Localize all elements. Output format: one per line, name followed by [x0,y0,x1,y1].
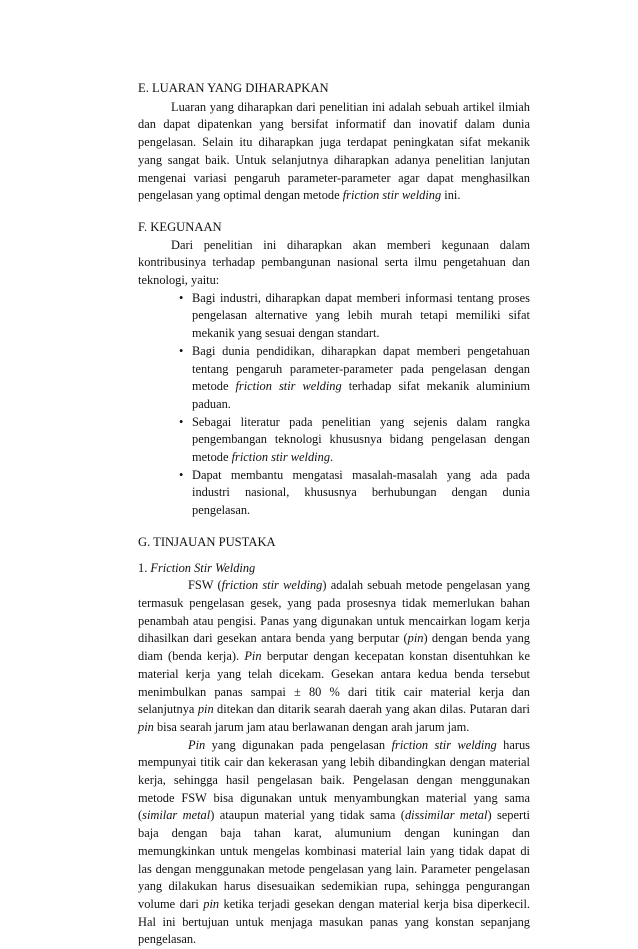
italic-term: Pin [188,737,206,752]
bullet-icon: • [179,467,184,482]
list-item [179,414,530,467]
bullet-icon: • [179,290,184,305]
italic-term: pin [197,702,214,717]
italic-term: Pin [244,649,262,664]
italic-term: friction stir welding [231,450,331,465]
subheading-friction-stir-welding: 1. Friction Stir Welding [138,560,256,575]
list-item-text: Sebagai literatur pada penelitian yang sejenis dalam rangka pengembangan teknologi khususnya bidang pengelasan dengan metode friction stir welding. [192,414,530,465]
italic-term: dissimilar metal [404,808,488,823]
paragraph-luaran: Luaran yang diharapkan dari penelitian ini adalah sebuah artikel ilmiah dan dapat dipatenkan yang bersifat informatif dan inovatif dalam dunia pengelasan. Selain itu diharapkan juga terdapat peningkatan sifat mekanik yang sangat baik. Untuk selanjutnya diharapkan adanya penelitian lanjutan mengenai variasi pengaruh parameter-parameter agar dapat menghasilkan pengelasan yang optimal dengan metode friction stir welding ini. [138,99,530,203]
list-item [179,290,530,343]
document-page [138,80,530,949]
list-item-text: Dapat membantu mengatasi masalah-masalah yang ada pada industri nasional, khususnya berhubungan dengan dunia pengelasan. [192,467,530,518]
list-item-text: Bagi industri, diharapkan dapat memberi informasi tentang proses pengelasan alternative yang lebih murah tetapi memiliki sifat mekanik yang sesuai dengan standart. [192,290,530,341]
heading-tinjauan-pustaka: G. TINJAUAN PUSTAKA [138,534,276,549]
bullet-icon: • [179,343,184,358]
italic-term: friction stir welding [221,578,323,593]
italic-term: friction stir welding [342,188,442,203]
bullet-icon: • [179,414,184,429]
italic-term: Friction Stir Welding [150,560,256,575]
italic-term: similar metal [142,808,211,823]
paragraph-pin: Pin yang digunakan pada pengelasan friction stir welding harus mempunyai titik cair dan kekerasan yang lebih dibandingkan dengan material kerja, sehingga hasil pengelasan baik. Pengelasan dengan menggunakan metode FSW bisa digunakan untuk menyambungkan material yang sama (similar metal) ataupun material yang tidak sama (dissimilar metal) seperti baja dengan baja tahan karat, alumunium dengan kuningan dan memungkinkan untuk mengelas kombinasi material lain yang tidak dapat di las dengan menggunakan metode pengelasan yang lain. Parameter pengelasan yang dilakukan harus disesuaikan sedemikian rupa, sehingga pengurangan volume dari pin ketika terjadi gesekan dengan material kerja bisa diperkecil. Hal ini bertujuan untuk menjaga masukan panas yang konstan sepanjang pengelasan. [138,737,531,947]
paragraph-fsw-definition: FSW (friction stir welding) adalah sebuah metode pengelasan yang termasuk pengelasan gesek, yang pada prosesnya tidak memerlukan bahan penambah atau pengisi. Panas yang digunakan untuk mencairkan logam kerja dihasilkan dari gesekan antara benda yang berputar (pin) dengan benda yang diam (benda kerja). Pin berputar dengan kecepatan konstan disentuhkan ke material kerja yang telah dicekam. Gesekan antara kedua benda tersebut menimbulkan panas sampai ± 80 % dari titik cair material kerja dan selanjutnya pin ditekan dan ditarik searah daerah yang akan dilas. Putaran dari pin bisa searah jarum jam atau berlawanan dengan arah jarum jam. [138,578,531,734]
heading-kegunaan: F. KEGUNAAN [138,219,222,234]
italic-term: friction stir welding [391,737,497,752]
list-item-text: Bagi dunia pendidikan, diharapkan dapat memberi pengetahuan tentang pengaruh parameter-parameter pada pengelasan dengan metode friction stir welding terhadap sifat mekanik aluminium paduan. [192,343,530,411]
list-item [179,467,530,520]
italic-term: pin [203,896,220,911]
italic-term: friction stir welding [235,379,342,394]
kegunaan-list [138,290,530,520]
heading-luaran: E. LUARAN YANG DIHARAPKAN [138,81,329,95]
italic-term: pin [138,719,154,734]
italic-term: pin [407,631,424,646]
paragraph-kegunaan-intro: Dari penelitian ini diharapkan akan memberi kegunaan dalam kontribusinya terhadap pembangunan nasional serta ilmu pengetahuan dan teknologi, yaitu: [138,237,530,288]
list-item [179,343,530,414]
